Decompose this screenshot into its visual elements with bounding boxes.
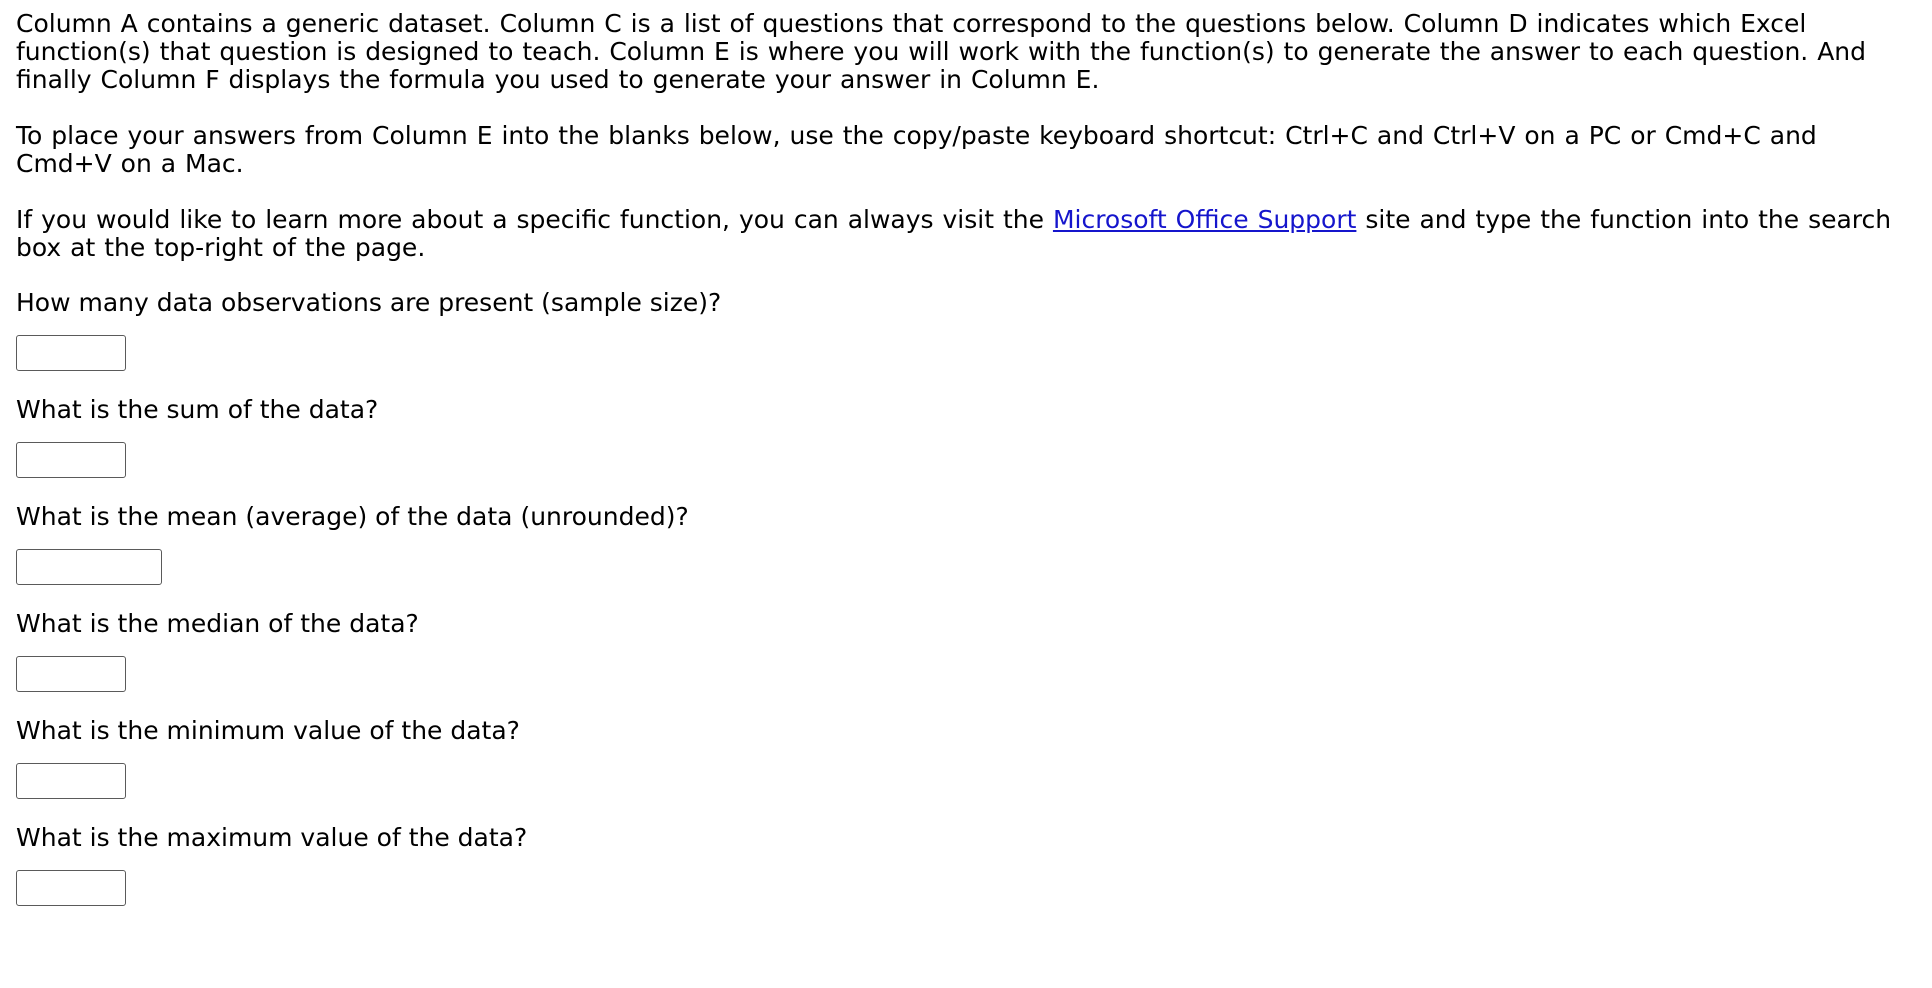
maximum-answer-input[interactable] xyxy=(16,870,126,906)
intro-paragraph-copy-paste: To place your answers from Column E into the blanks below, use the copy/paste keyboard shortcut: Ctrl+C and Ctrl+V on a PC or Cmd+C and Cmd+V on a Mac. xyxy=(16,121,1817,178)
question-median xyxy=(16,610,1916,692)
minimum-answer-input[interactable] xyxy=(16,763,126,799)
question-sample-size xyxy=(16,289,1916,371)
sample-size-answer-input[interactable] xyxy=(16,335,126,371)
support-text-after: site and type the function into the search box at the top-right of the page. xyxy=(16,205,1892,262)
question-label: What is the sum of the data? xyxy=(16,395,379,424)
question-label: What is the mean (average) of the data (unrounded)? xyxy=(16,502,689,531)
microsoft-office-support-link[interactable]: Microsoft Office Support xyxy=(1052,205,1357,234)
question-mean xyxy=(16,503,1916,585)
question-label: What is the minimum value of the data? xyxy=(16,716,520,745)
support-text-before: If you would like to learn more about a specific function, you can always visit the xyxy=(16,205,1053,234)
question-label: What is the median of the data? xyxy=(16,609,419,638)
question-sum xyxy=(16,396,1916,478)
question-maximum xyxy=(16,824,1916,906)
median-answer-input[interactable] xyxy=(16,656,126,692)
question-minimum xyxy=(16,717,1916,799)
intro-paragraph-columns: Column A contains a generic dataset. Column C is a list of questions that correspond to the questions below. Column D indicates which Excel function(s) that question is designed to teach. Column E is where you will work with the function(s) to generate the answer to each question. And finally Column F displays the formula you used to generate your answer in Column E. xyxy=(16,9,1867,94)
mean-answer-input[interactable] xyxy=(16,549,162,585)
question-label: How many data observations are present (sample size)? xyxy=(16,288,722,317)
question-label: What is the maximum value of the data? xyxy=(16,823,528,852)
sum-answer-input[interactable] xyxy=(16,442,126,478)
intro-paragraph-support xyxy=(16,206,1916,262)
